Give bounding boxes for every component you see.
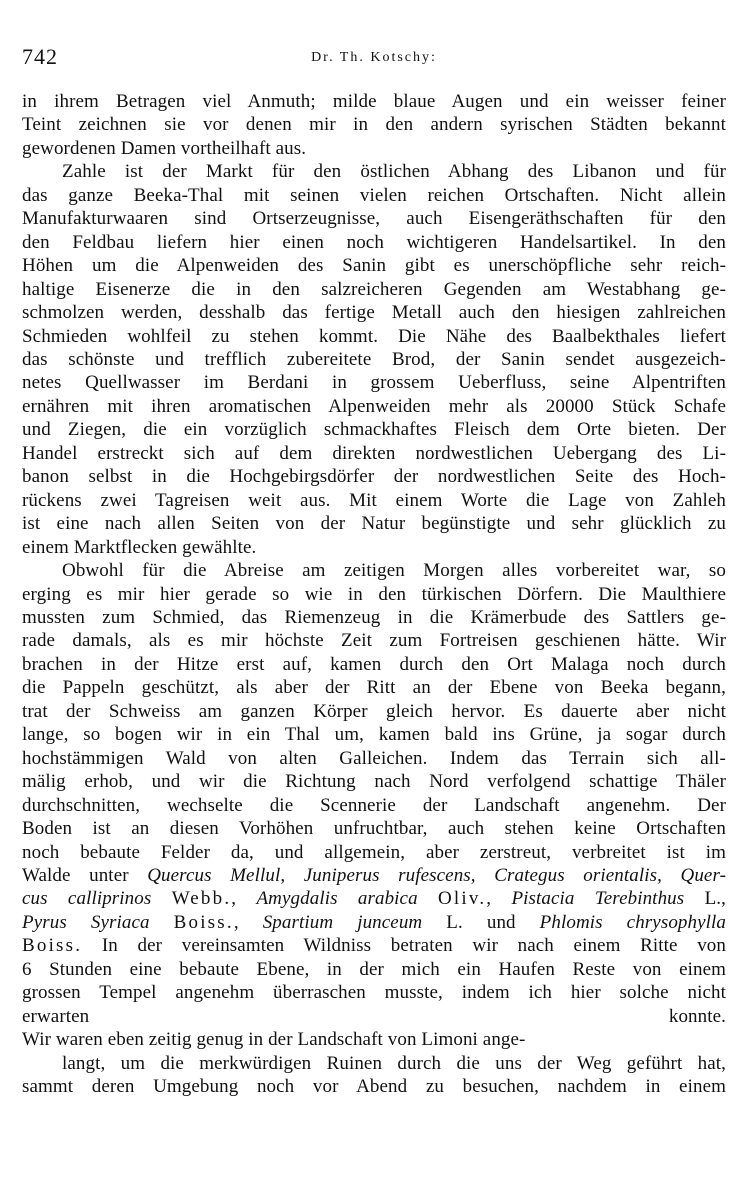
text-fragment: L., bbox=[684, 888, 726, 910]
text-fragment: , bbox=[486, 888, 512, 910]
text-line: netes Quellwasser im Berdani in grossem Ueberfluss, seine Alpentriften bbox=[22, 372, 726, 394]
text-fragment bbox=[662, 865, 681, 886]
species-name: Amygdalis arabica bbox=[256, 888, 418, 910]
species-name: Spartium junceum bbox=[262, 911, 423, 933]
text-line: und Ziegen, die ein vorzüglich schmackhaftes Fleisch dem Orte bieten. Der bbox=[22, 419, 726, 441]
text-line: Obwohl für die Abreise am zeitigen Morgen alles vorbereitet war, so bbox=[62, 560, 726, 582]
text-line: sammt deren Umgebung noch vor Abend zu besuchen, nachdem in einem bbox=[22, 1076, 726, 1098]
species-name: cus calliprinos bbox=[22, 888, 152, 910]
text-fragment bbox=[150, 912, 174, 933]
text-fragment: , bbox=[231, 888, 257, 910]
text-line: das ganze Beeka-Thal mit seinen vielen reichen Ortschaften. Nicht allein bbox=[22, 184, 726, 206]
text-line: die Pappeln geschützt, als aber der Ritt an der Ebene von Beeka begann, bbox=[22, 677, 726, 699]
text-line: Zahle ist der Markt für den östlichen Abhang des Libanon und für bbox=[62, 161, 726, 183]
text-line bbox=[22, 911, 726, 934]
text-fragment: Walde unter bbox=[22, 864, 148, 886]
page-header bbox=[22, 44, 726, 84]
text-line: Schmieden wohlfeil zu stehen kommt. Die Nähe des Baalbekthales liefert bbox=[22, 325, 726, 347]
text-line: gewordenen Damen vortheilhaft aus. bbox=[22, 137, 307, 159]
text-line: hochstämmigen Wald von alten Galleichen. Indem das Terrain sich all- bbox=[22, 747, 726, 769]
text-line: Manufakturwaaren sind Ortserzeugnisse, auch Eisengeräthschaften für den bbox=[22, 208, 726, 230]
species-name: Phlomis chrysophylla bbox=[539, 911, 727, 933]
text-line: 6 Stunden eine bebaute Ebene, in der mich ein Haufen Reste von einem bbox=[22, 958, 726, 980]
text-line: mussten zum Schmied, das Riemenzeug in die Krämerbude des Sattlers ge- bbox=[22, 606, 726, 628]
text-fragment: L. und bbox=[422, 911, 540, 933]
text-line: Teint zeichnen sie vor denen mir in den andern syrischen Städten bekannt bbox=[22, 114, 726, 136]
text-line: Höhen um die Alpenweiden des Sanin gibt es unerschöpfliche sehr reich- bbox=[22, 255, 726, 277]
species-name: Pistacia Terebinthus bbox=[511, 888, 685, 910]
text-line: noch bebaute Felder da, und allgemein, aber zerstreut, verbreitet ist im bbox=[22, 841, 726, 863]
text-line: den Feldbau liefern hier einen noch wichtigeren Handelsartikel. In den bbox=[22, 231, 726, 253]
species-name: Crategus orientalis, bbox=[494, 864, 662, 886]
text-line: trat der Schweiss am ganzen Körper gleich hervor. Es dauerte aber nicht bbox=[22, 700, 726, 722]
text-line: langt, um die merkwürdigen Ruinen durch die uns der Weg geführt hat, bbox=[62, 1052, 726, 1074]
text-line: einem Marktflecken gewählte. bbox=[22, 536, 257, 558]
text-line: durchschnitten, wechselte die Scennerie der Landschaft angenehm. Der bbox=[22, 794, 726, 816]
text-line bbox=[22, 887, 726, 910]
text-line: schmolzen werden, desshalb das fertige Metall auch den hiesigen zahlreichen bbox=[22, 302, 726, 324]
body-text bbox=[22, 90, 726, 1098]
species-name: Pyrus Syriaca bbox=[22, 911, 150, 933]
author-abbreviation: Boiss. bbox=[173, 911, 234, 933]
text-line: Handel erstreckt sich auf dem direkten nordwestlichen Uebergang des Li- bbox=[22, 442, 726, 464]
running-head: Dr. Th. Kotschy: bbox=[311, 50, 437, 65]
text-line: ernähren mit ihren aromatischen Alpenweiden mehr als 20000 Stück Schafe bbox=[22, 395, 726, 417]
author-abbreviation: Oliv. bbox=[438, 888, 487, 910]
text-line: grossen Tempel angenehm überraschen musste, indem ich hier solche nicht bbox=[22, 982, 726, 1004]
species-name: Quer- bbox=[680, 864, 726, 886]
page-number: 742 bbox=[22, 44, 58, 69]
text-line: Wir waren eben zeitig genug in der Landschaft von Limoni ange- bbox=[22, 1029, 526, 1051]
species-name: Quercus Mellul, bbox=[147, 864, 286, 886]
text-line: Boden ist an diesen Vorhöhen unfruchtbar, auch stehen keine Ortschaften bbox=[22, 818, 726, 840]
author-abbreviation: Webb. bbox=[171, 888, 232, 910]
text-fragment: In der vereinsamten Wildniss betraten wir nach einem Ritte von bbox=[82, 935, 726, 957]
text-line: erging es mir hier gerade so wie in den türkischen Dörfern. Die Maulthiere bbox=[22, 583, 726, 605]
text-line: banon selbst in die Hochgebirgsdörfer der nordwestlichen Seite des Hoch- bbox=[22, 466, 726, 488]
text-line: rückens zwei Tagreisen weit aus. Mit einem Worte die Lage von Zahleh bbox=[22, 489, 726, 511]
text-line: in ihrem Betragen viel Anmuth; milde blaue Augen und ein weisser feiner bbox=[22, 91, 726, 112]
author-abbreviation: Boiss. bbox=[22, 935, 83, 957]
text-fragment bbox=[151, 888, 171, 909]
text-fragment bbox=[418, 888, 438, 909]
text-line: erwarten konnte. bbox=[22, 1005, 726, 1027]
text-line: brachen in der Hitze erst auf, kamen durch den Ort Malaga noch durch bbox=[22, 653, 726, 675]
text-fragment bbox=[285, 865, 304, 886]
text-line: mälig erhob, und wir die Richtung nach Nord verfolgend schattige Thäler bbox=[22, 771, 726, 793]
text-line: das schönste und trefflich zubereitete Brod, der Sanin sendet ausgezeich- bbox=[22, 348, 726, 370]
text-line bbox=[22, 934, 726, 957]
text-line: haltige Eisenerze die in den salzreicheren Gegenden am Westabhang ge- bbox=[22, 278, 726, 300]
text-line bbox=[22, 864, 726, 887]
text-line: ist eine nach allen Seiten von der Natur begünstigte und sehr glücklich zu bbox=[22, 513, 726, 535]
text-line: rade damals, als es mir höchste Zeit zum Fortreisen geschienen hätte. Wir bbox=[22, 630, 726, 652]
text-fragment bbox=[476, 865, 495, 886]
text-fragment: , bbox=[233, 911, 263, 933]
text-line: lange, so bogen wir in ein Thal um, kamen bald ins Grüne, ja sogar durch bbox=[22, 724, 726, 746]
species-name: Juniperus rufescens, bbox=[303, 864, 476, 886]
